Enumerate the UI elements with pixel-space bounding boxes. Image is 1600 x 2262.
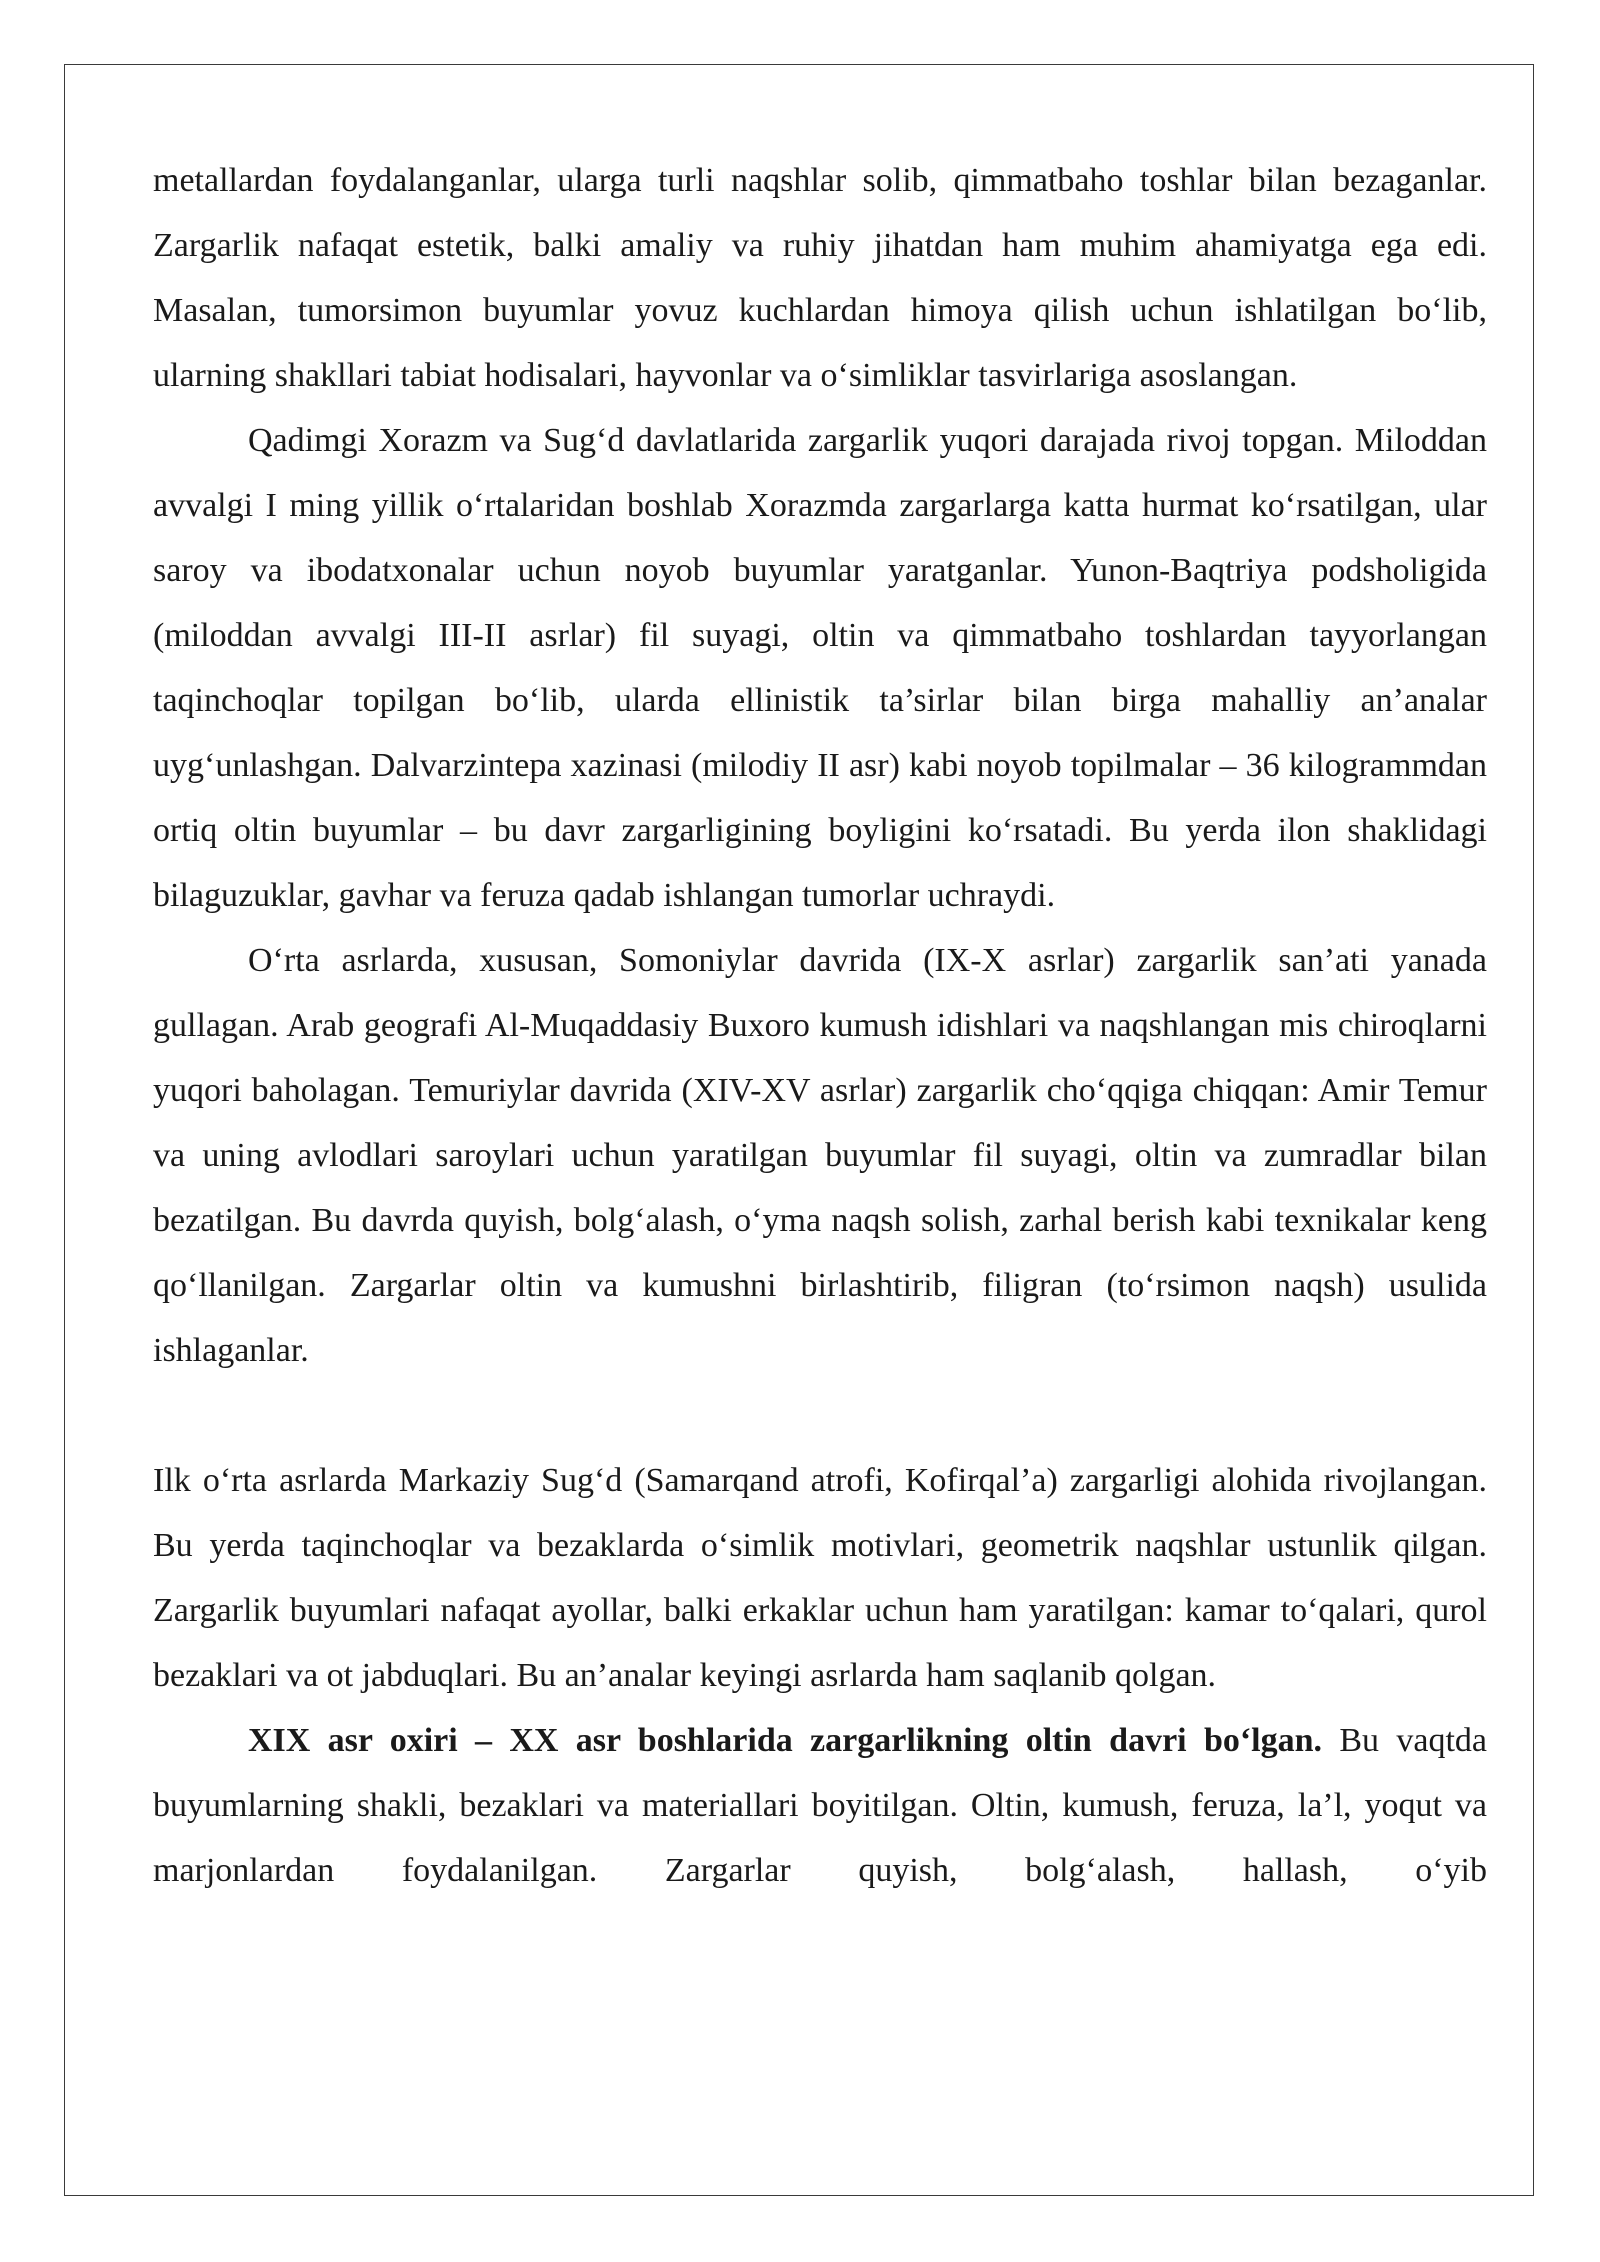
paragraph-5-bold-lead: XIX asr oxiri – XX asr boshlarida zargarlikning oltin davri bo‘lgan. xyxy=(248,1722,1323,1759)
paragraph-4: Ilk o‘rta asrlarda Markaziy Sug‘d (Samarqand atrofi, Kofirqal’a) zargarligi alohida rivojlangan. Bu yerda taqinchoqlar va bezaklarda o‘simlik motivlari, geometrik naqshlar ustunlik qilgan. Zargarlik buyumlari nafaqat ayollar, balki erkaklar uchun ham yaratilgan: kamar to‘qalari, qurol bezaklari va ot jabduqlari. Bu an’analar keyingi asrlarda ham saqlanib qolgan. xyxy=(153,1462,1487,1694)
paragraph-5 xyxy=(153,1708,1487,1903)
document-body xyxy=(153,148,1487,1903)
paragraph-2: Qadimgi Xorazm va Sug‘d davlatlarida zargarlik yuqori darajada rivoj topgan. Miloddan avvalgi I ming yillik o‘rtalaridan boshlab Xorazmda zargarlarga katta hurmat ko‘rsatilgan, ular saroy va ibodatxonalar uchun noyob buyumlar yaratganlar. Yunon-Baqtriya podsholigida (miloddan avvalgi III-II asrlar) fil suyagi, oltin va qimmatbaho toshlardan tayyorlangan taqinchoqlar topilgan bo‘lib, ularda ellinistik ta’sirlar bilan birga mahalliy an’analar uyg‘unlashgan. Dalvarzintepa xazinasi (milodiy II asr) kabi noyob topilmalar – 36 kilogrammdan ortiq oltin buyumlar – bu davr zargarligining boyligini ko‘rsatadi. Bu yerda ilon shaklidagi bilaguzuklar, gavhar va feruza qadab ishlangan tumorlar uchraydi. xyxy=(153,422,1487,914)
paragraph-3: O‘rta asrlarda, xususan, Somoniylar davrida (IX-X asrlar) zargarlik san’ati yanada gullagan. Arab geografi Al-Muqaddasiy Buxoro kumush idishlari va naqshlangan mis chiroqlarni yuqori baholagan. Temuriylar davrida (XIV-XV asrlar) zargarlik cho‘qqiga chiqqan: Amir Temur va uning avlodlari saroylari uchun yaratilgan buyumlar fil suyagi, oltin va zumradlar bilan bezatilgan. Bu davrda quyish, bolg‘alash, o‘yma naqsh solish, zarhal berish kabi texnikalar keng qo‘llanilgan. Zargarlar oltin va kumushni birlashtirib, filigran (to‘rsimon naqsh) usulida ishlaganlar. xyxy=(153,942,1487,1369)
paragraph-5-text: Bu vaqtda buyumlarning shakli, bezaklari va materiallari boyitilgan. Oltin, kumush, feruza, la’l, yoqut va marjonlardan foydalanilgan. Zargarlar quyish, bolg‘alash, hallash, o‘yib xyxy=(153,1722,1487,1889)
paragraph-1: metallardan foydalanganlar, ularga turli naqshlar solib, qimmatbaho toshlar bilan bezaganlar. Zargarlik nafaqat estetik, balki amaliy va ruhiy jihatdan ham muhim ahamiyatga ega edi. Masalan, tumorsimon buyumlar yovuz kuchlardan himoya qilish uchun ishlatilgan bo‘lib, ularning shakllari tabiat hodisalari, hayvonlar va o‘simliklar tasvirlariga asoslangan. xyxy=(153,162,1487,394)
